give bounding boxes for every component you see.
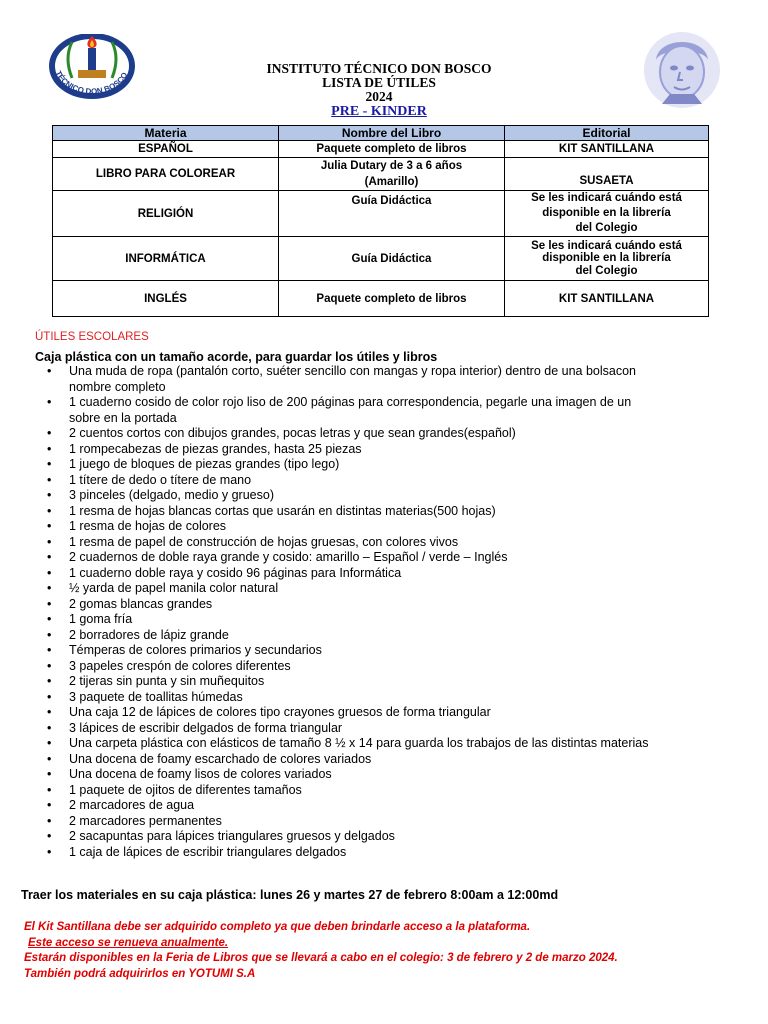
institution-name: INSTITUTO TÉCNICO DON BOSCO — [266, 61, 492, 76]
note-line: Estarán disponibles en la Feria de Libros que se llevará a cabo en el colegio: 3 de febrero y 2 de marzo 2024. — [24, 952, 618, 964]
list-item: • Una carpeta plástica con elásticos de tamaño 8 ½ x 14 para guarda los trabajos de las distintas materias — [0, 736, 720, 752]
cell-materia: RELIGIÓN — [53, 191, 279, 237]
document-header — [0, 62, 768, 120]
cell-editorial: SUSAETA — [505, 158, 709, 191]
cell-editorial — [505, 237, 709, 281]
list-item: • 2 marcadores permanentes — [0, 814, 720, 830]
books-table — [52, 125, 709, 317]
column-header-editorial: Editorial — [505, 126, 709, 141]
cell-editorial-line: Se les indicará cuándo está — [531, 192, 682, 204]
cell-editorial-line: del Colegio — [575, 264, 638, 277]
note-line: El Kit Santillana debe ser adquirido completo ya que deben brindarle acceso a la plataforma. — [24, 921, 531, 933]
list-item: • 2 borradores de lápiz grande — [0, 628, 720, 644]
list-item: • 3 lápices de escribir delgados de forma triangular — [0, 721, 720, 737]
list-item: • 2 sacapuntas para lápices triangulares gruesos y delgados — [0, 829, 720, 845]
list-item: • 1 juego de bloques de piezas grandes (tipo lego) — [0, 457, 720, 473]
supplies-section-title: ÚTILES ESCOLARES — [35, 331, 149, 343]
list-item: • 1 rompecabezas de piezas grandes, hasta 25 piezas — [0, 442, 720, 458]
column-header-materia: Materia — [53, 126, 279, 141]
list-item: • Una muda de ropa (pantalón corto, suéter sencillo con mangas y ropa interior) dentro de una bolsacon — [0, 364, 720, 380]
supplies-container-line: Caja plástica con un tamaño acorde, para guardar los útiles y libros — [35, 350, 438, 364]
list-item: • 1 caja de lápices de escribir triangulares delgados — [0, 845, 720, 861]
list-item: • 1 cuaderno cosido de color rojo liso de 200 páginas para correspondencia, pegarle una imagen de un — [0, 395, 720, 411]
cell-libro — [279, 158, 505, 191]
list-item: • Una caja 12 de lápices de colores tipo crayones gruesos de forma triangular — [0, 705, 720, 721]
cell-libro: Guía Didáctica — [279, 237, 505, 281]
list-year: 2024 — [365, 89, 393, 104]
list-item: • 2 marcadores de agua — [0, 798, 720, 814]
cell-editorial-line: disponible en la librería — [542, 207, 671, 219]
cell-libro: Paquete completo de libros — [279, 141, 505, 158]
cell-editorial: KIT SANTILLANA — [505, 141, 709, 158]
list-item: sobre en la portada — [69, 410, 177, 425]
notes-block — [24, 920, 618, 982]
list-item: • 2 tijeras sin punta y sin muñequitos — [0, 674, 720, 690]
crest-caption: TÉCNICO DON BOSCO — [53, 69, 130, 97]
table-row — [53, 158, 709, 191]
list-item: • 2 cuadernos de doble raya grande y cosido: amarillo – Español / verde – Inglés — [0, 550, 720, 566]
cell-materia: ESPAÑOL — [53, 141, 279, 158]
list-item: • Una docena de foamy escarchado de colores variados — [0, 752, 720, 768]
list-item: • ½ yarda de papel manila color natural — [0, 581, 720, 597]
list-item: • 3 pinceles (delgado, medio y grueso) — [0, 488, 720, 504]
cell-libro: Guía Didáctica — [279, 191, 505, 237]
cell-editorial — [505, 191, 709, 237]
grade-level: PRE - KINDER — [331, 104, 427, 119]
cell-libro-line: (Amarillo) — [364, 176, 419, 188]
list-item: nombre completo — [69, 379, 166, 394]
list-title: LISTA DE ÚTILES — [322, 75, 436, 90]
cell-editorial: KIT SANTILLANA — [505, 281, 709, 317]
delivery-note: Traer los materiales en su caja plástica: lunes 26 y martes 27 de febrero 8:00am a 12:00md — [21, 888, 559, 902]
list-item: • 3 paquete de toallitas húmedas — [0, 690, 720, 706]
list-item: • 1 resma de hojas blancas cortas que usarán en distintas materias(500 hojas) — [0, 504, 720, 520]
table-header-row — [53, 126, 709, 141]
cell-libro-line: Julia Dutary de 3 a 6 años — [320, 160, 463, 172]
cell-editorial-line: disponible en la librería — [542, 252, 671, 265]
list-item: • 3 papeles crespón de colores diferentes — [0, 659, 720, 675]
table-row — [53, 237, 709, 281]
list-item: • 2 gomas blancas grandes — [0, 597, 720, 613]
list-item: • 1 cuaderno doble raya y cosido 96 páginas para Informática — [0, 566, 720, 582]
cell-editorial-line: del Colegio — [575, 222, 638, 234]
table-row — [53, 141, 709, 158]
list-item: • 1 resma de papel de construcción de hojas gruesas, con colores vivos — [0, 535, 720, 551]
list-item: • 1 títere de dedo o títere de mano — [0, 473, 720, 489]
supplies-list — [0, 364, 720, 860]
list-item: • Témperas de colores primarios y secundarios — [0, 643, 720, 659]
cell-materia: INGLÉS — [53, 281, 279, 317]
cell-editorial-line: Se les indicará cuándo está — [531, 239, 682, 252]
cell-materia: LIBRO PARA COLOREAR — [53, 158, 279, 191]
list-item: • 1 goma fría — [0, 612, 720, 628]
cell-libro: Paquete completo de libros — [279, 281, 505, 317]
list-item: • 1 resma de hojas de colores — [0, 519, 720, 535]
list-item: • Una docena de foamy lisos de colores variados — [0, 767, 720, 783]
cell-materia: INFORMÁTICA — [53, 237, 279, 281]
table-row — [53, 191, 709, 237]
note-line: Este acceso se renueva anualmente. — [28, 936, 229, 949]
note-line: También podrá adquirirlos en YOTUMI S.A — [24, 967, 256, 980]
table-row — [53, 281, 709, 317]
list-item: • 1 paquete de ojitos de diferentes tamaños — [0, 783, 720, 799]
column-header-libro: Nombre del Libro — [279, 126, 505, 141]
list-item: • 2 cuentos cortos con dibujos grandes, pocas letras y que sean grandes(español) — [0, 426, 720, 442]
